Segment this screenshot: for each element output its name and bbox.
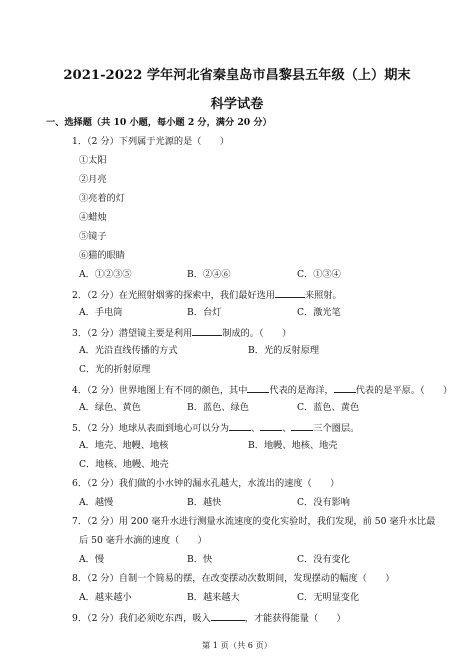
q8-option-b: B．越来越大 [187, 592, 240, 603]
q4-stem-part: 代表的是平原。（ ） [355, 385, 453, 396]
question-1-stem: 1．（2 分）下列属于光源的是（ ） [72, 136, 230, 147]
q4-option-a: A．绿色、黄色 [79, 402, 141, 413]
exam-subtitle: 科学试卷 [210, 97, 264, 112]
q8-option-c: C．无明显变化 [297, 592, 360, 603]
q5-option-a: A．地壳、地幔、地核 [79, 440, 169, 451]
q1-item: ④蜡烛 [79, 212, 107, 223]
question-6-stem: 6．（2 分）我们做的小水钟的漏水孔越大，水流出的速度（ ） [72, 478, 340, 489]
q2-stem-part: 来照射。 [304, 290, 342, 301]
q5-separator: 、 [282, 423, 292, 434]
q1-item: ⑥猫的眼睛 [79, 250, 125, 261]
q7-option-a: A．慢 [79, 554, 105, 565]
q1-option-c: C．①③④ [297, 269, 341, 280]
q3-option-a: A．光沿直线传播的方式 [79, 345, 178, 356]
q3-stem-part: 3．（2 分）潜望镜主要是利用 [72, 328, 193, 339]
q2-stem-part: 2．（2 分）在光照射烟雾的探索中，我们最好选用 [72, 290, 275, 301]
q1-option-b: B．②④⑥ [187, 269, 231, 280]
q1-item: ①太阳 [79, 155, 107, 166]
q5-stem-part: 5．（2 分）地球从表面到地心可以分为 [72, 423, 230, 434]
q5-option-b: B．地幔、地核、地壳 [248, 440, 338, 451]
q4-option-b: B．蓝色、绿色 [187, 402, 249, 413]
question-2-stem [72, 288, 342, 302]
q9-stem-part: 9．（2 分）我们必须吃东西，吸入 [72, 613, 211, 624]
q1-item: ⑤镜子 [79, 231, 107, 242]
question-3-stem [72, 326, 291, 340]
q3-option-b: B．光的反射原理 [248, 345, 320, 356]
q7-option-b: B．快 [187, 554, 213, 565]
q4-stem-part: 代表的是海洋， [269, 385, 334, 396]
question-8-stem: 8．（2 分）自制一个简易的摆，在改变摆动次数期间，发现摆动的幅度（ ） [72, 573, 395, 584]
q5-separator: 、 [251, 423, 261, 434]
question-7-stem: 7．（2 分）用 200 毫升水进行测量水流速度的变化实验时，我们发现，前 50 毫升水比最 [72, 516, 436, 527]
q7-option-c: C．没有变化 [297, 554, 350, 565]
answer-blank [211, 611, 245, 621]
q2-option-a: A．手电筒 [79, 307, 123, 318]
q5-option-c: C．地核、地幔、地壳 [79, 459, 169, 470]
page-footer: 第 1 页（共 6 页） [202, 640, 272, 650]
q9-stem-part: ，才能获得能量（ ） [244, 613, 346, 624]
q6-option-a: A．越慢 [79, 497, 114, 508]
answer-blank [291, 421, 313, 431]
answer-blank [229, 421, 251, 431]
q6-option-c: C．没有影响 [297, 497, 350, 508]
question-5-stem [72, 421, 359, 435]
q1-item: ③亮着的灯 [79, 193, 125, 204]
question-9-stem [72, 611, 346, 625]
answer-blank [334, 383, 356, 393]
question-7-stem-cont: 后 50 毫升水滴的速度（ ） [79, 535, 207, 546]
answer-blank [275, 288, 305, 298]
q3-option-c: C．光的折射原理 [79, 364, 151, 375]
question-4-stem [72, 383, 452, 397]
q2-option-c: C．激光笔 [297, 307, 341, 318]
q2-option-b: B．台灯 [187, 307, 222, 318]
q5-stem-part: 三个圈层。 [313, 423, 360, 434]
q1-item: ②月亮 [79, 174, 107, 185]
answer-blank [247, 383, 269, 393]
q6-option-b: B．越快 [187, 497, 222, 508]
section-heading: 一、选择题（共 10 小题，每小题 2 分，满分 20 分） [46, 117, 272, 128]
q4-stem-part: 4．（2 分）世界地图上有不同的颜色，其中 [72, 385, 248, 396]
q8-option-a: A．越来越小 [79, 592, 132, 603]
answer-blank [192, 326, 222, 336]
answer-blank [260, 421, 282, 431]
q4-option-c: C．蓝色、黄色 [297, 402, 360, 413]
exam-title: 2021-2022 学年河北省秦皇岛市昌黎县五年级（上）期末 [63, 68, 411, 83]
q3-stem-part: 制成的。（ ） [222, 328, 292, 339]
q1-option-a: A．①②③⑤ [79, 269, 132, 280]
